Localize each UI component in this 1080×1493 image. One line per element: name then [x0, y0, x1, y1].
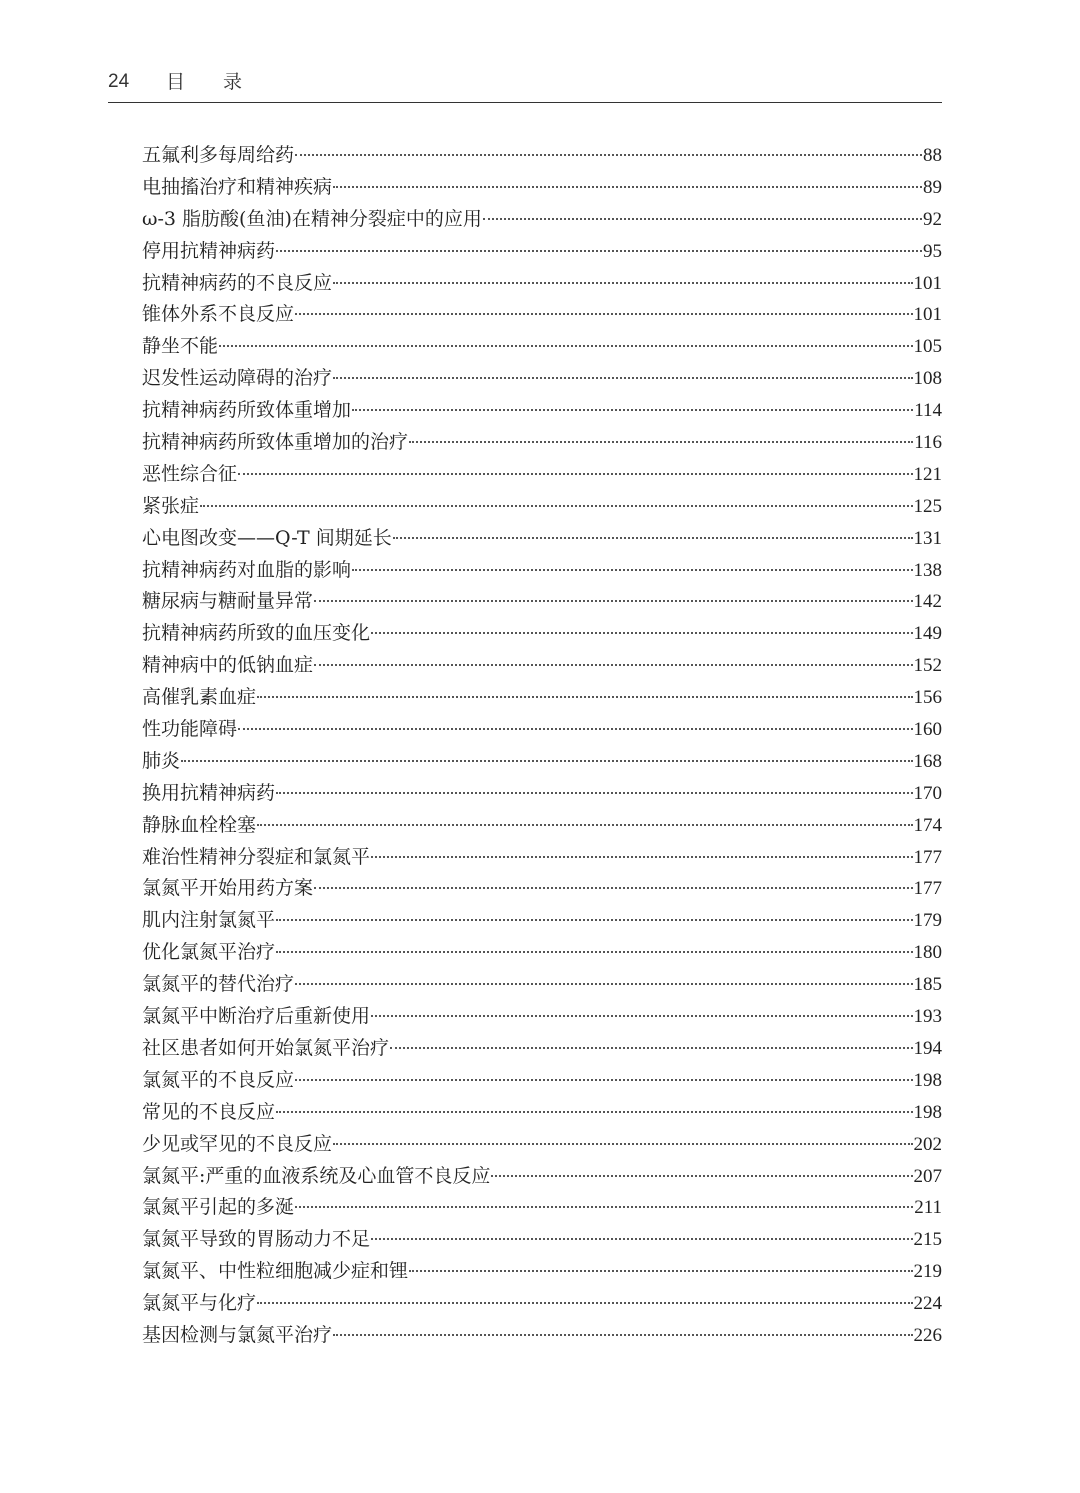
toc-entry-title: 基因检测与氯氮平治疗	[142, 1323, 333, 1346]
toc-entry-title: 恶性综合征	[142, 462, 238, 485]
toc-entry-page: 198	[913, 1069, 942, 1091]
toc-entry-page: 142	[913, 591, 942, 613]
toc-entry-title: 肌内注射氯氮平	[142, 909, 276, 932]
toc-entry-title: 紧张症	[142, 494, 200, 517]
toc-entry-title: 停用抗精神病药	[142, 239, 276, 262]
dot-leader	[257, 823, 912, 826]
toc-entry-title: 抗精神病药所致体重增加	[142, 399, 352, 422]
toc-entry[interactable]	[142, 1033, 942, 1065]
dot-leader	[409, 1269, 912, 1272]
toc-entry-title: 氯氮平:严重的血液系统及心血管不良反应	[142, 1164, 491, 1187]
toc-entry-page: 95	[923, 240, 942, 262]
dot-leader	[219, 344, 912, 347]
dot-leader	[352, 408, 913, 411]
toc-entry-page: 101	[913, 304, 942, 326]
toc-entry-page: 108	[913, 368, 942, 390]
toc-entry-title: 氯氮平引起的多涎	[142, 1196, 295, 1219]
dot-leader	[257, 695, 912, 698]
dot-leader	[295, 1205, 913, 1208]
toc-entry-page: 121	[913, 463, 942, 485]
dot-leader	[295, 1078, 912, 1081]
toc-entry[interactable]	[142, 810, 942, 842]
dot-leader	[352, 568, 912, 571]
section-title: 目录	[166, 71, 281, 93]
toc-entry-page: 219	[913, 1261, 942, 1283]
toc-entry-page: 193	[913, 1006, 942, 1028]
toc-entry-page: 180	[913, 942, 942, 964]
toc-entry-page: 215	[913, 1229, 942, 1251]
dot-leader	[276, 950, 912, 953]
toc-entry[interactable]	[142, 842, 942, 874]
dot-leader	[276, 249, 922, 252]
toc-entry[interactable]	[142, 618, 942, 650]
toc-entry-title: 氯氮平导致的胃肠动力不足	[142, 1228, 371, 1251]
toc-entry[interactable]	[142, 1224, 942, 1256]
dot-leader	[390, 1046, 912, 1049]
toc-entry-title: 常见的不良反应	[142, 1100, 276, 1123]
toc-entry-title: ω-3 脂肪酸(鱼油)在精神分裂症中的应用	[142, 207, 482, 230]
toc-entry-title: 难治性精神分裂症和氯氮平	[142, 845, 371, 868]
toc-entry-title: 肺炎	[142, 749, 181, 772]
dot-leader	[276, 1110, 912, 1113]
toc-entry-title: 锥体外系不良反应	[142, 303, 295, 326]
dot-leader	[200, 504, 912, 507]
toc-entry-page: 89	[923, 176, 942, 198]
toc-entry-page: 226	[913, 1324, 942, 1346]
toc-entry-title: 五氟利多每周给药	[142, 144, 295, 166]
toc-entry[interactable]	[142, 523, 942, 555]
toc-entry[interactable]	[142, 172, 942, 204]
toc-entry-title: 氯氮平的不良反应	[142, 1068, 295, 1091]
toc-entry[interactable]	[142, 1320, 942, 1352]
toc-entry[interactable]	[142, 427, 942, 459]
toc-entry[interactable]	[142, 1097, 942, 1129]
dot-leader	[409, 440, 913, 443]
toc-entry-page: 168	[913, 750, 942, 772]
toc-entry[interactable]	[142, 1001, 942, 1033]
toc-entry-title: 静坐不能	[142, 335, 219, 358]
dot-leader	[333, 1333, 912, 1336]
toc-entry-page: 207	[913, 1165, 942, 1187]
dot-leader	[314, 886, 912, 889]
dot-leader	[333, 281, 912, 284]
toc-entry[interactable]	[142, 1192, 942, 1224]
toc-entry[interactable]	[142, 491, 942, 523]
toc-entry[interactable]	[142, 937, 942, 969]
toc-entry-page: 202	[913, 1133, 942, 1155]
toc-entry-page: 156	[913, 687, 942, 709]
toc-entry-title: 抗精神病药所致体重增加的治疗	[142, 431, 409, 454]
toc-entry[interactable]	[142, 331, 942, 363]
toc-entry-page: 160	[913, 719, 942, 741]
toc-entry-page: 116	[914, 432, 942, 454]
toc-entry-title: 氯氮平开始用药方案	[142, 877, 314, 900]
toc-entry-page: 194	[913, 1037, 942, 1059]
toc-entry-page: 177	[913, 878, 942, 900]
dot-leader	[371, 1237, 912, 1240]
dot-leader	[333, 185, 922, 188]
toc-entry[interactable]	[142, 555, 942, 587]
toc-entry-title: 性功能障碍	[142, 718, 238, 741]
dot-leader	[238, 472, 912, 475]
toc-entry-title: 抗精神病药所致的血压变化	[142, 622, 371, 645]
toc-entry-page: 149	[913, 623, 942, 645]
toc-entry[interactable]	[142, 459, 942, 491]
toc-entry-page: 179	[913, 910, 942, 932]
toc-entry-page: 88	[923, 145, 942, 166]
toc-entry[interactable]	[142, 746, 942, 778]
toc-entry[interactable]	[142, 1161, 942, 1193]
toc-entry[interactable]	[142, 714, 942, 746]
dot-leader	[295, 312, 912, 315]
toc-entry-page: 105	[913, 336, 942, 358]
toc-entry-page: 211	[914, 1197, 942, 1219]
page-header	[108, 70, 942, 103]
toc-entry-title: 高催乳素血症	[142, 686, 257, 709]
toc-entry-page: 92	[923, 208, 942, 230]
page-number: 24	[108, 71, 130, 92]
dot-leader	[276, 791, 912, 794]
toc-entry-title: 精神病中的低钠血症	[142, 654, 314, 677]
dot-leader	[314, 663, 912, 666]
toc-entry-title: 糖尿病与糖耐量异常	[142, 590, 314, 613]
toc-entry-title: 少见或罕见的不良反应	[142, 1132, 333, 1155]
toc-entry-page: 170	[913, 782, 942, 804]
dot-leader	[371, 1014, 912, 1017]
toc-entry-title: 氯氮平的替代治疗	[142, 973, 295, 996]
dot-leader	[491, 1174, 912, 1177]
toc-entry-page: 101	[913, 272, 942, 294]
toc-entry-page: 138	[913, 559, 942, 581]
toc-entry-page: 152	[913, 655, 942, 677]
toc-entry-title: 优化氯氮平治疗	[142, 941, 276, 964]
toc-entry[interactable]	[142, 204, 942, 236]
toc-entry-title: 氯氮平、中性粒细胞减少症和锂	[142, 1260, 409, 1283]
toc-entry-page: 185	[913, 974, 942, 996]
toc-entry[interactable]	[142, 268, 942, 300]
dot-leader	[393, 536, 913, 539]
toc-entry[interactable]	[142, 236, 942, 268]
toc-entry[interactable]	[142, 1288, 942, 1320]
toc-entry[interactable]	[142, 682, 942, 714]
toc-entry-title: 氯氮平与化疗	[142, 1292, 257, 1315]
toc-entry-title: 抗精神病药对血脂的影响	[142, 558, 352, 581]
dot-leader	[295, 153, 922, 156]
dot-leader	[238, 727, 912, 730]
toc-entry-page: 125	[913, 495, 942, 517]
toc-entry-title: 静脉血栓栓塞	[142, 813, 257, 836]
toc-entry[interactable]	[142, 363, 942, 395]
toc-entry[interactable]	[142, 1129, 942, 1161]
toc-entry-title: 社区患者如何开始氯氮平治疗	[142, 1036, 390, 1059]
dot-leader	[257, 1301, 912, 1304]
toc-entry-title: 氯氮平中断治疗后重新使用	[142, 1005, 371, 1028]
dot-leader	[333, 376, 912, 379]
dot-leader	[181, 759, 912, 762]
dot-leader	[371, 855, 912, 858]
dot-leader	[276, 918, 912, 921]
toc-entry[interactable]	[142, 778, 942, 810]
toc-entry[interactable]	[142, 299, 942, 331]
toc-entry-page: 198	[913, 1101, 942, 1123]
toc-entry[interactable]	[142, 140, 942, 172]
table-of-contents	[142, 140, 942, 1352]
toc-entry[interactable]	[142, 586, 942, 618]
dot-leader	[295, 982, 912, 985]
dot-leader	[314, 599, 912, 602]
toc-entry[interactable]	[142, 873, 942, 905]
toc-entry[interactable]	[142, 650, 942, 682]
toc-entry-title: 迟发性运动障碍的治疗	[142, 367, 333, 390]
toc-entry-page: 177	[913, 846, 942, 868]
toc-entry[interactable]	[142, 1256, 942, 1288]
toc-entry[interactable]	[142, 395, 942, 427]
dot-leader	[333, 1142, 912, 1145]
toc-entry-title: 抗精神病药的不良反应	[142, 271, 333, 294]
toc-entry[interactable]	[142, 1065, 942, 1097]
dot-leader	[371, 631, 912, 634]
toc-entry-page: 224	[913, 1293, 942, 1315]
toc-entry-title: 换用抗精神病药	[142, 781, 276, 804]
toc-entry-page: 131	[913, 527, 942, 549]
toc-entry[interactable]	[142, 969, 942, 1001]
toc-entry-page: 174	[913, 814, 942, 836]
dot-leader	[483, 217, 922, 220]
toc-entry-title: 电抽搐治疗和精神疾病	[142, 175, 333, 198]
toc-entry[interactable]	[142, 905, 942, 937]
toc-entry-title: 心电图改变——Q-T 间期延长	[142, 526, 392, 549]
toc-entry-page: 114	[914, 400, 942, 422]
